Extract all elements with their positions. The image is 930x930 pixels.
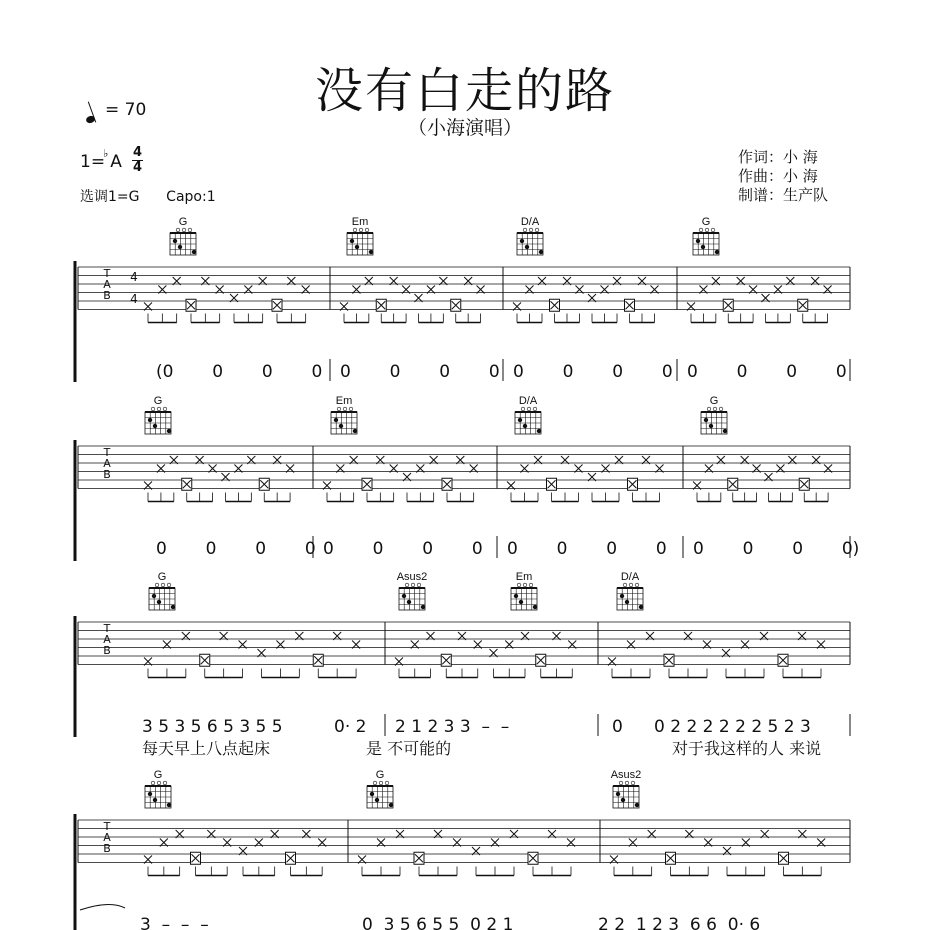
flat-symbol: ♭	[103, 147, 109, 160]
chord-diagram-em	[331, 395, 357, 434]
tab-timesig-bottom: 4	[130, 292, 138, 306]
chord-name: G	[157, 571, 167, 583]
tab-label-b: B	[103, 468, 111, 481]
jianpu-row	[156, 536, 859, 559]
jianpu-group: 2 2 1 2 3 6 6 0· 6	[598, 915, 761, 930]
composer: 作曲：小 海	[738, 167, 818, 185]
tie-arc	[80, 904, 125, 910]
tab-label-t: T	[103, 820, 111, 833]
chord-name: G	[701, 216, 711, 228]
chord-name: D/A	[620, 571, 640, 583]
chord-diagram-g	[149, 571, 175, 610]
chord-diagram-d-a	[515, 395, 541, 434]
chord-diagram-asus2	[397, 571, 428, 610]
jianpu-group: 0	[612, 717, 623, 737]
jianpu-group: 0 2 2 2 2 2 2 5 2 3	[654, 717, 811, 737]
chord-diagram-g	[701, 395, 727, 434]
lyric-line: 是 不可能的	[366, 739, 452, 758]
key-prefix: 1=	[80, 152, 106, 172]
jianpu-group: 3 5 3 5 6 5 3 5 5	[142, 717, 283, 737]
chord-name: G	[178, 216, 188, 228]
jianpu-group: 3 – – –	[140, 915, 209, 930]
jianpu-measure: 0 0 0 0	[156, 539, 316, 559]
jianpu-row	[80, 904, 760, 930]
tab-system-2	[75, 440, 859, 561]
tab-label-t: T	[103, 622, 111, 635]
tab-label-a: A	[103, 278, 111, 291]
tempo-value: = 70	[105, 100, 147, 120]
jianpu-measure: 0 0 0 0	[687, 362, 847, 382]
chord-diagram-d-a	[517, 216, 543, 255]
chord-diagram-g	[367, 769, 393, 808]
transcriber: 制谱：生产队	[738, 186, 829, 204]
chord-name: Em	[351, 216, 369, 228]
jianpu-group: 0· 2	[334, 717, 367, 737]
lyricist: 作词：小 海	[738, 148, 818, 166]
jianpu-measure: 0 0 0 0	[507, 539, 667, 559]
chord-diagram-em	[511, 571, 537, 610]
chord-diagram-d-a	[617, 571, 643, 610]
tab-label-b: B	[103, 842, 111, 855]
chord-name: Asus2	[396, 571, 428, 583]
tab-label-t: T	[103, 446, 111, 459]
chord-name: Em	[335, 395, 353, 407]
time-sig-top: 4	[132, 145, 143, 160]
key-letter: A	[110, 152, 122, 172]
chord-diagram-g	[693, 216, 719, 255]
capo-info: 选调1=G Capo:1	[80, 189, 216, 205]
tab-system-1	[75, 261, 850, 382]
chord-name: G	[709, 395, 719, 407]
lyric-line: 每天早上八点起床	[142, 739, 271, 758]
chord-diagram-em	[347, 216, 373, 255]
song-title: 没有白走的路	[314, 63, 615, 119]
tab-system-4	[75, 814, 850, 930]
lyric-line: 对于我这样的人 来说	[672, 739, 822, 758]
chord-name: Em	[515, 571, 533, 583]
jianpu-group: 2 1 2 3 3 – –	[395, 717, 510, 737]
tab-label-b: B	[103, 289, 111, 302]
tab-timesig-top: 4	[130, 270, 138, 284]
song-subtitle: （小海演唱）	[407, 117, 522, 139]
chord-diagram-g	[145, 395, 171, 434]
chord-name: G	[153, 395, 163, 407]
tab-label-b: B	[103, 644, 111, 657]
tab-label-a: A	[103, 457, 111, 470]
tab-label-a: A	[103, 831, 111, 844]
jianpu-measure: 0 0 0 0	[340, 362, 500, 382]
chord-diagram-g	[145, 769, 171, 808]
tab-system-3	[75, 616, 850, 758]
chord-diagram-g	[170, 216, 196, 255]
jianpu-measure: 0 0 0 0)	[693, 539, 860, 559]
chord-name: G	[375, 769, 385, 781]
jianpu-measure: 0 0 0 0	[323, 539, 483, 559]
time-sig-bottom: 4	[132, 160, 143, 175]
chord-diagram-asus2	[611, 769, 642, 808]
chord-name: Asus2	[610, 769, 642, 781]
jianpu-row	[142, 714, 850, 737]
jianpu-group: 0 3 5 6 5 5 0 2 1	[362, 915, 514, 930]
jianpu-row	[156, 359, 850, 382]
jianpu-measure: (0 0 0 0	[156, 362, 323, 382]
tab-label-a: A	[103, 633, 111, 646]
chord-name: G	[153, 769, 163, 781]
tab-label-t: T	[103, 267, 111, 280]
chord-name: D/A	[520, 216, 540, 228]
chord-name: D/A	[518, 395, 538, 407]
jianpu-measure: 0 0 0 0	[513, 362, 673, 382]
